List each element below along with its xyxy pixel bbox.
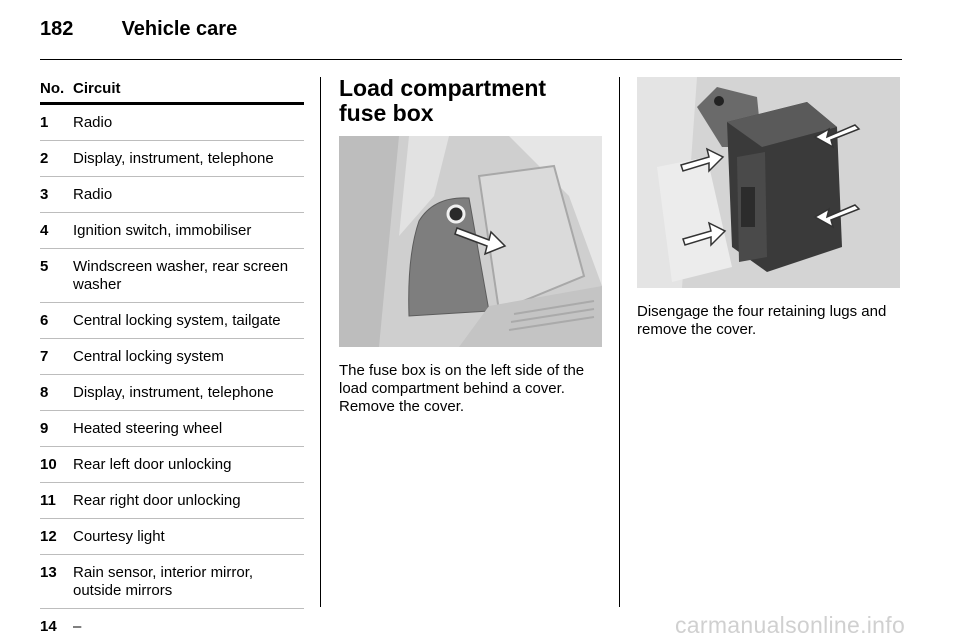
- fuse-circuit: Central locking system: [73, 348, 224, 365]
- column-header-circuit: Circuit: [73, 80, 121, 97]
- fuse-circuit: –: [73, 618, 82, 635]
- column-header-no: No.: [40, 80, 65, 97]
- table-row: [40, 411, 304, 447]
- table-row: [40, 213, 304, 249]
- fuse-box-illustration: [637, 77, 900, 288]
- table-row: [40, 249, 304, 303]
- fuse-circuit: Display, instrument, telephone: [73, 150, 274, 167]
- fuse-number: 4: [40, 222, 49, 239]
- section-title: Load compartment fuse box: [339, 75, 547, 126]
- fuse-number: 13: [40, 564, 57, 581]
- fuse-number: 7: [40, 348, 49, 365]
- section-header-title: Vehicle care: [121, 18, 238, 40]
- table-header: [40, 80, 304, 105]
- fuse-number: 8: [40, 384, 49, 401]
- table-row: [40, 303, 304, 339]
- table-row: [40, 141, 304, 177]
- fuse-number: 12: [40, 528, 57, 545]
- column-divider-left: [320, 77, 321, 607]
- table-row: [40, 609, 304, 644]
- fuse-circuit: Windscreen washer, rear screen washer: [73, 258, 289, 293]
- table-row: [40, 375, 304, 411]
- fuse-circuit: Rear right door unlocking: [73, 492, 241, 509]
- fuse-number: 14: [40, 618, 57, 635]
- fuse-circuit: Rain sensor, interior mirror, outside mirrors: [73, 564, 254, 599]
- page-number: 182: [40, 18, 74, 40]
- instruction-text-1: The fuse box is on the left side of the load compartment behind a cover. Remove the cover.: [339, 362, 585, 415]
- table-row: [40, 339, 304, 375]
- fuse-circuit: Heated steering wheel: [73, 420, 223, 437]
- fuse-number: 10: [40, 456, 57, 473]
- load-compartment-illustration: [339, 136, 602, 347]
- fuse-circuit: Ignition switch, immobiliser: [73, 222, 252, 239]
- fuse-circuit: Radio: [73, 114, 113, 131]
- fuse-table: [40, 80, 304, 644]
- fuse-number: 5: [40, 258, 49, 275]
- watermark: carmanualsonline.info: [675, 612, 906, 638]
- fuse-number: 1: [40, 114, 49, 131]
- fuse-circuit: Radio: [73, 186, 113, 203]
- table-row: [40, 447, 304, 483]
- fuse-number: 11: [40, 492, 56, 509]
- fuse-number: 9: [40, 420, 49, 437]
- fuse-circuit: Display, instrument, telephone: [73, 384, 274, 401]
- page-header: [40, 18, 237, 41]
- table-row: [40, 555, 304, 609]
- instruction-text-2: Disengage the four retaining lugs and remove the cover.: [637, 303, 887, 338]
- fuse-number: 3: [40, 186, 49, 203]
- table-row: [40, 177, 304, 213]
- fuse-number: 6: [40, 312, 49, 329]
- table-row: [40, 519, 304, 555]
- table-body: [40, 105, 304, 644]
- fuse-circuit: Central locking system, tailgate: [73, 312, 281, 329]
- header-rule: [40, 59, 902, 60]
- fuse-number: 2: [40, 150, 49, 167]
- fuse-circuit: Courtesy light: [73, 528, 165, 545]
- column-divider-right: [619, 77, 620, 607]
- table-row: [40, 105, 304, 141]
- table-row: [40, 483, 304, 519]
- fuse-circuit: Rear left door unlocking: [73, 456, 232, 473]
